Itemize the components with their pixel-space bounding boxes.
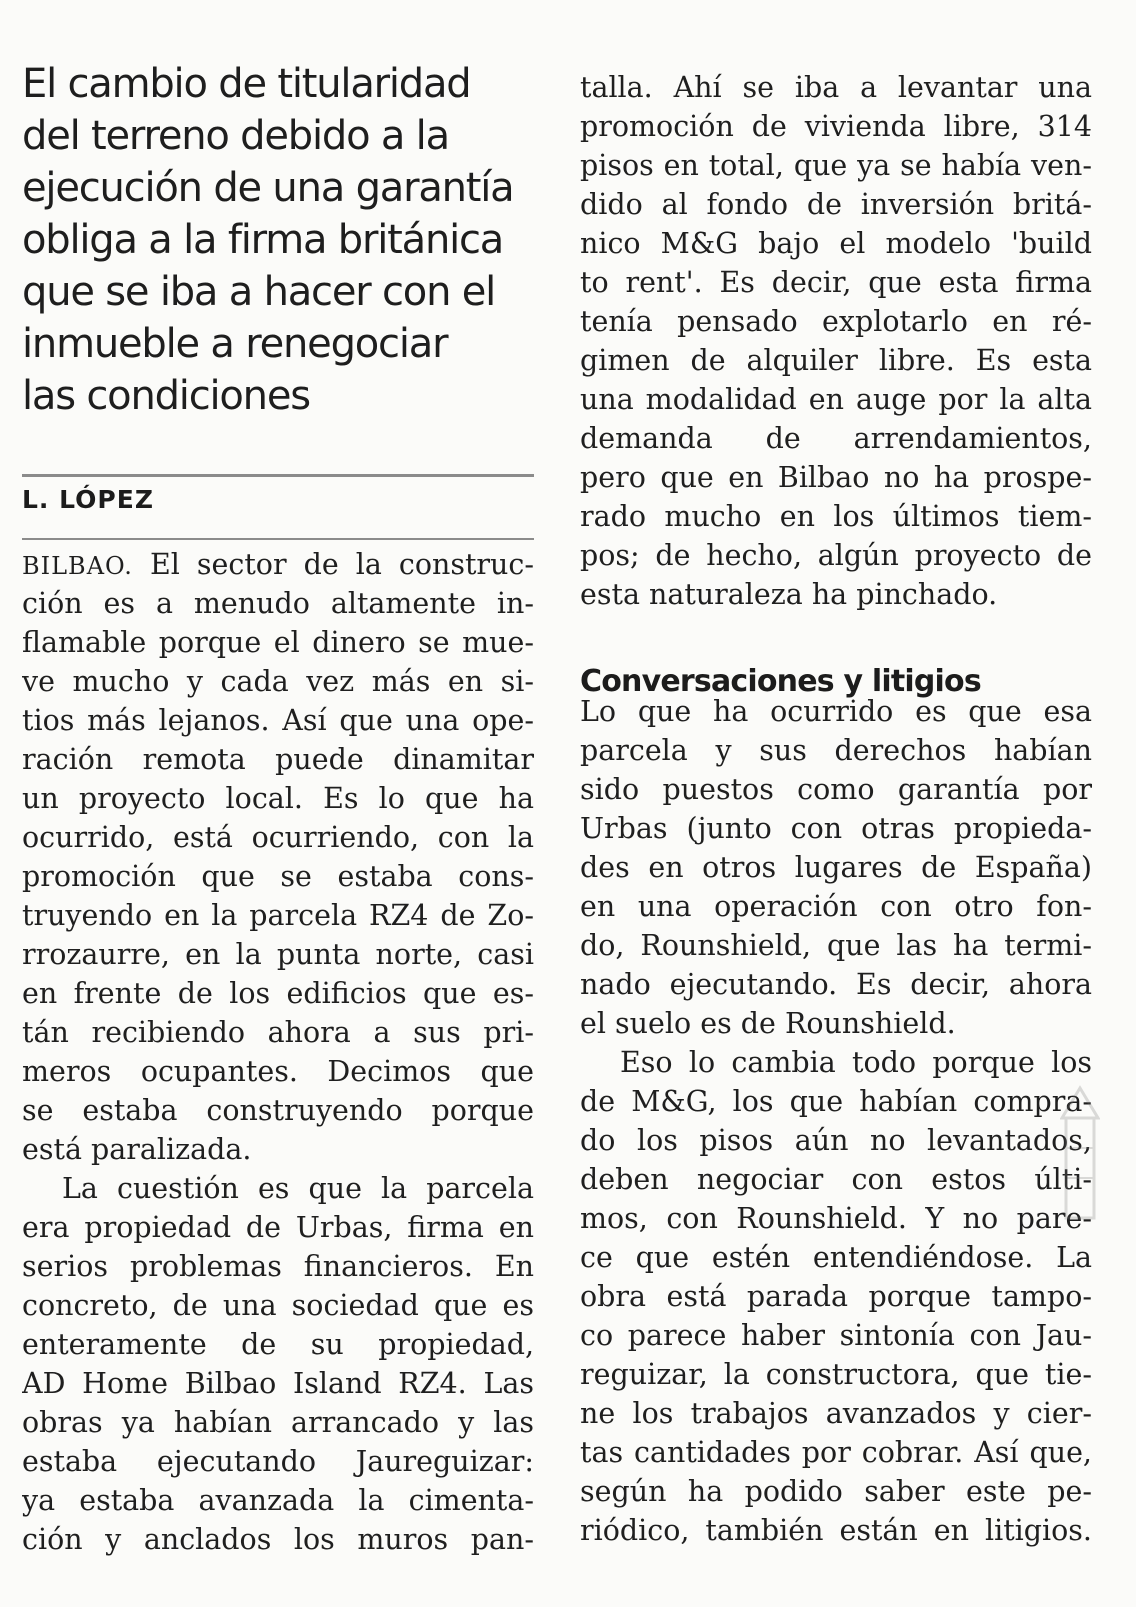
body-line: Eso lo cambia todo porque los (620, 1046, 1092, 1079)
body-line: en una operación con otro fon- (580, 890, 1092, 923)
body-line: obras ya habían arrancado y las (22, 1406, 534, 1439)
body-line: concreto, de una sociedad que es (22, 1289, 534, 1322)
body-line: sido puestos como garantía por (580, 773, 1092, 806)
byline-bottom-rule (22, 538, 534, 540)
body-line: des en otros lugares de España) (580, 851, 1092, 884)
body-line: ne los trabajos avanzados y cier- (580, 1397, 1092, 1430)
body-line: ya estaba avanzada la cimenta- (22, 1484, 534, 1517)
body-line: talla. Ahí se iba a levantar una (580, 71, 1092, 104)
body-line: AD Home Bilbao Island RZ4. Las (22, 1367, 534, 1400)
body-line: La cuestión es que la parcela (62, 1172, 534, 1205)
body-line: deben negociar con estos últi- (580, 1163, 1092, 1196)
body-line: mos, con Rounshield. Y no pare- (580, 1202, 1092, 1235)
body-line: gimen de alquiler libre. Es esta (580, 344, 1092, 377)
body-line: promoción de vivienda libre, 314 (580, 110, 1092, 143)
body-line: está paralizada. (22, 1133, 252, 1166)
body-line: enteramente de su propiedad, (22, 1328, 534, 1361)
subtitle-line: inmueble a renegociar (22, 321, 448, 367)
body-line: Lo que ha ocurrido es que esa (580, 695, 1092, 728)
body-line: nico M&G bajo el modelo 'build (580, 227, 1092, 260)
body-line: to rent'. Es decir, que esta firma (580, 266, 1092, 299)
body-line: ve mucho y cada vez más en si- (22, 665, 534, 698)
body-line: estaba ejecutando Jaureguizar: (22, 1445, 534, 1478)
body-line: el suelo es de Rounshield. (580, 1007, 956, 1040)
subtitle-line: del terreno debido a la (22, 113, 449, 159)
body-line: rado mucho en los últimos tiem- (580, 500, 1092, 533)
body-line: ción y anclados los muros pan- (22, 1523, 534, 1556)
body-line: ración remota puede dinamitar (22, 743, 534, 776)
section-heading: Conversaciones y litigios (580, 664, 981, 699)
body-line: se estaba construyendo porque (22, 1094, 534, 1127)
body-line: pos; de hecho, algún proyecto de (580, 539, 1092, 572)
body-line: rrozaurre, en la punta norte, casi (22, 938, 534, 971)
body-line: un proyecto local. Es lo que ha (22, 782, 534, 815)
subtitle-line: ejecución de una garantía (22, 165, 514, 211)
body-line: obra está parada porque tampo- (580, 1280, 1092, 1313)
body-line: pero que en Bilbao no ha prospe- (580, 461, 1092, 494)
body-line: de M&G, los que habían compra- (580, 1085, 1092, 1118)
subtitle-line: obliga a la firma británica (22, 217, 504, 263)
body-line: tenía pensado explotarlo en ré- (580, 305, 1092, 338)
body-line: según ha podido saber este pe- (580, 1475, 1092, 1508)
body-line: do, Rounshield, que las ha termi- (580, 929, 1092, 962)
body-line: co parece haber sintonía con Jau- (580, 1319, 1092, 1352)
body-line: truyendo en la parcela RZ4 de Zo- (22, 899, 534, 932)
body-line: tios más lejanos. Así que una ope- (22, 704, 534, 737)
body-line: pisos en total, que ya se había ven- (580, 149, 1092, 182)
body-line: era propiedad de Urbas, firma en (22, 1211, 534, 1244)
body-line: tas cantidades por cobrar. Así que, (580, 1436, 1092, 1469)
body-line: flamable porque el dinero se mue- (22, 626, 534, 659)
body-line: reguizar, la constructora, que tie- (580, 1358, 1092, 1391)
subtitle-line: El cambio de titularidad (22, 61, 471, 107)
body-line: dido al fondo de inversión britá- (580, 188, 1092, 221)
author-byline: L. LÓPEZ (22, 485, 154, 514)
body-line: promoción que se estaba cons- (22, 860, 534, 893)
house-watermark-icon (1060, 1078, 1100, 1228)
body-line: ce que estén entendiéndose. La (580, 1241, 1092, 1274)
subtitle-line: que se iba a hacer con el (22, 269, 496, 315)
body-line: en frente de los edificios que es- (22, 977, 534, 1010)
body-line: do los pisos aún no levantados, (580, 1124, 1092, 1157)
article-subtitle (22, 58, 534, 422)
subtitle-line: las condiciones (22, 373, 310, 419)
body-line: nado ejecutando. Es decir, ahora (580, 968, 1092, 1001)
body-line: tán recibiendo ahora a sus pri- (22, 1016, 534, 1049)
byline-top-rule (22, 474, 534, 477)
body-line: serios problemas financieros. En (22, 1250, 534, 1283)
dateline: BILBAO. (22, 552, 133, 580)
body-line: esta naturaleza ha pinchado. (580, 578, 998, 611)
body-line: Urbas (junto con otras propieda- (580, 812, 1092, 845)
body-line: riódico, también están en litigios. (580, 1514, 1092, 1547)
body-line: ción es a menudo altamente in- (22, 587, 534, 620)
body-line: una modalidad en auge por la alta (580, 383, 1092, 416)
body-line: meros ocupantes. Decimos que (22, 1055, 534, 1088)
body-line: ocurrido, está ocurriendo, con la (22, 821, 534, 854)
body-line: BILBAO. El sector de la construc- (22, 548, 534, 581)
body-line: demanda de arrendamientos, (580, 422, 1092, 455)
body-line: parcela y sus derechos habían (580, 734, 1092, 767)
